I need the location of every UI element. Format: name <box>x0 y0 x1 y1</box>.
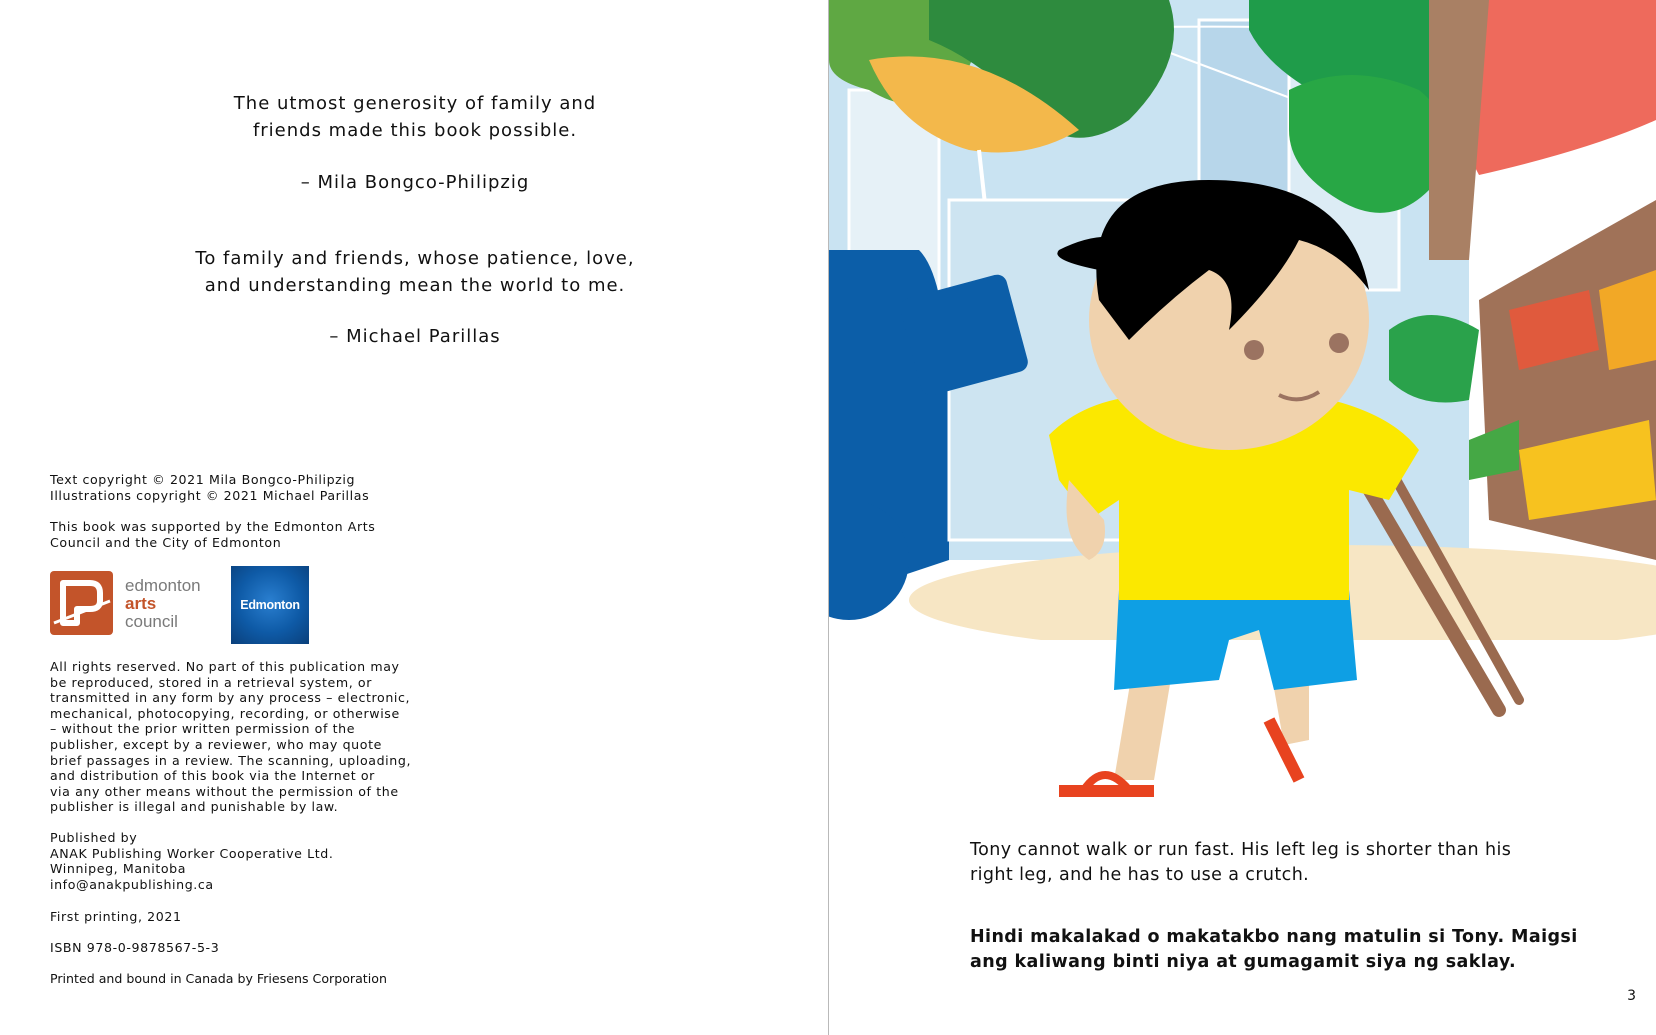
rights-line: – without the prior written permission of the <box>50 721 356 737</box>
rights-block <box>50 659 411 815</box>
rights-line: publisher, except by a reviewer, who may quote <box>50 736 382 752</box>
arts-council-logo-word-1: edmonton <box>125 576 201 595</box>
right-eye <box>1329 333 1349 353</box>
dedication-author-signature: – Mila Bongco-Philipzig <box>300 172 530 193</box>
city-of-edmonton-logo <box>231 566 309 644</box>
dedication-line: To family and friends, whose patience, love, <box>195 248 635 269</box>
dedication-line: and understanding mean the world to me. <box>204 275 626 296</box>
isbn-line: ISBN 978-0-9878567-5-3 <box>50 940 220 955</box>
ground-white <box>829 640 1656 815</box>
support-line: Council and the City of Edmonton <box>50 534 282 550</box>
city-logo-text: Edmonton <box>240 598 300 612</box>
rights-line: transmitted in any form by any process – electronic, <box>50 690 411 706</box>
story-line: right leg, and he has to use a crutch. <box>970 865 1310 885</box>
rights-line: mechanical, photocopying, recording, or otherwise <box>50 705 400 721</box>
rights-line: All rights reserved. No part of this publication may <box>50 659 400 674</box>
rights-line: be reproduced, stored in a retrieval system, or <box>50 674 372 690</box>
page-number: 3 <box>1627 988 1636 1004</box>
rights-line: publisher is illegal and punishable by law. <box>50 799 339 815</box>
dedication-line: The utmost generosity of family and <box>233 93 597 114</box>
printed-by-line: Printed and bound in Canada by Friesens Corporation <box>50 971 387 986</box>
copyright-block <box>50 472 369 503</box>
copyright-line: Illustrations copyright © 2021 Michael Parillas <box>50 487 370 503</box>
story-text-tagalog <box>970 925 1578 975</box>
dedication-line: friends made this book possible. <box>252 120 578 141</box>
left-sandal <box>1059 785 1154 797</box>
dedication-illustrator-signature: – Michael Parillas <box>329 326 501 347</box>
support-line: This book was supported by the Edmonton Arts <box>50 519 376 534</box>
rights-line: and distribution of this book via the Internet or <box>50 768 375 784</box>
support-block <box>50 519 375 550</box>
arts-council-logo-word-3: council <box>125 612 178 631</box>
copyright-line: Text copyright © 2021 Mila Bongco-Philipzig <box>50 472 356 487</box>
story-line: Hindi makalakad o makatakbo nang matulin si Tony. Maigsi <box>970 927 1578 947</box>
bush <box>1389 315 1479 403</box>
right-page <box>829 0 1656 1035</box>
publisher-block <box>50 830 333 892</box>
printing-line: First printing, 2021 <box>50 909 182 924</box>
story-text-english <box>970 838 1511 888</box>
story-illustration <box>829 0 1656 815</box>
publisher-line: ANAK Publishing Worker Cooperative Ltd. <box>50 845 334 861</box>
story-line: Tony cannot walk or run fast. His left leg is shorter than his <box>970 840 1512 860</box>
rights-line: brief passages in a review. The scanning, uploading, <box>50 752 412 768</box>
publisher-line: Winnipeg, Manitoba <box>50 861 187 877</box>
left-eye <box>1244 340 1264 360</box>
dedication-illustrator <box>170 245 660 299</box>
story-line: ang kaliwang binti niya at gumagamit siya ng saklay. <box>970 952 1517 972</box>
dedication-author <box>170 90 660 144</box>
publisher-email: info@anakpublishing.ca <box>50 876 214 892</box>
arts-council-logo-word-2: arts <box>125 594 157 613</box>
publisher-line: Published by <box>50 830 138 845</box>
rights-line: via any other means without the permission of the <box>50 783 399 799</box>
edmonton-arts-council-logo <box>50 571 210 635</box>
